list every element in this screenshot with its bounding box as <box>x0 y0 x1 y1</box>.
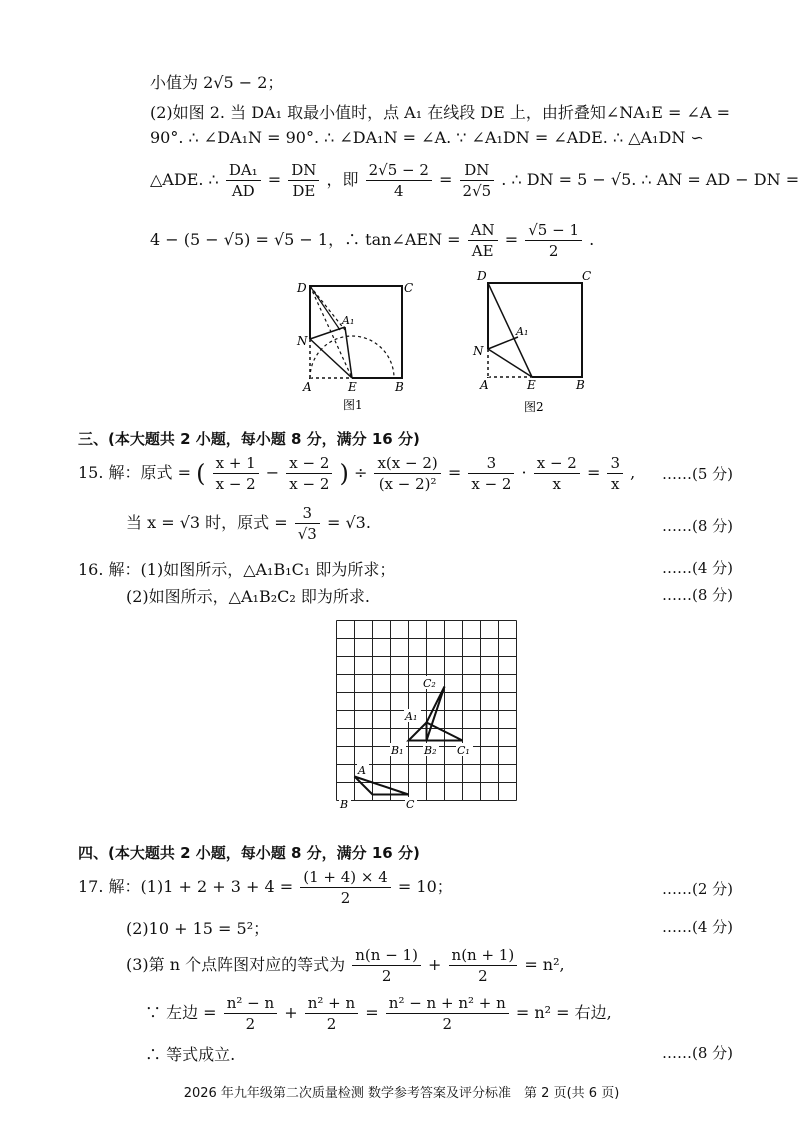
label-b: B <box>576 378 585 392</box>
fraction <box>300 867 391 908</box>
denominator: 2 <box>340 889 351 907</box>
paren-open: ( <box>196 459 206 488</box>
triangle-a1b2c2 <box>427 687 445 741</box>
denominator: √3 <box>297 525 317 543</box>
denominator: x − 2 <box>215 475 256 493</box>
numerator: √5 − 1 <box>525 220 582 241</box>
p14-line-b: (2)如图 2. 当 DA₁ 取最小值时，点 A₁ 在线段 DE 上，由折叠知∠NA₁E = ∠A = <box>150 103 730 122</box>
text: = n² = 右边, <box>515 1003 612 1022</box>
p14-line-d <box>150 160 799 201</box>
denominator: AE <box>471 242 494 260</box>
fraction <box>468 220 498 261</box>
numerator: x + 1 <box>213 453 259 474</box>
fraction <box>224 993 277 1034</box>
p17-line-4 <box>145 993 612 1034</box>
fraction <box>305 993 358 1034</box>
denominator: AD <box>231 182 255 200</box>
text: △ADE. ∴ <box>150 170 219 189</box>
p17-line-3 <box>126 945 565 986</box>
text: 17. 解：(1)1 + 2 + 3 + 4 = <box>78 877 294 896</box>
plus: + <box>428 955 442 974</box>
denominator: 2 <box>442 1015 453 1033</box>
numerator: AN <box>468 220 498 241</box>
page-footer: 2026 年九年级第二次质量检测 数学参考答案及评分标准 第 2 页(共 6 页) <box>183 1086 620 1101</box>
text: ，即 <box>326 170 359 189</box>
denominator: 2√5 <box>462 182 492 200</box>
fraction <box>288 160 319 201</box>
numerator: x − 2 <box>286 453 332 474</box>
square <box>310 286 402 378</box>
fraction <box>286 453 332 494</box>
score-15-2: ……(8 分) <box>661 517 733 535</box>
equals: = <box>447 463 462 482</box>
fraction <box>460 160 495 201</box>
caption: 图2 <box>524 400 544 414</box>
label-a1: A₁ <box>342 314 355 327</box>
label-a1: A₁ <box>516 325 529 338</box>
figure-1 <box>285 272 425 412</box>
label-c1: C₁ <box>457 744 470 757</box>
fraction <box>386 993 509 1034</box>
numerator: 3 <box>295 503 320 524</box>
p17-line-2: (2)10 + 15 = 5²； <box>126 919 270 938</box>
fraction <box>468 453 514 494</box>
triangle-abc <box>355 777 409 795</box>
score-17-1: ……(2 分) <box>661 880 733 898</box>
minus: − <box>265 463 280 482</box>
score-17-3: ……(8 分) <box>661 1044 733 1062</box>
fraction <box>525 220 582 261</box>
denominator: (x − 2)² <box>378 475 437 493</box>
numerator: 2√5 − 2 <box>366 160 432 181</box>
divide: ÷ <box>353 463 368 482</box>
equals: = <box>439 170 453 189</box>
text: 4 − (5 − √5) = √5 − 1，∴ tan∠AEN = <box>150 230 461 249</box>
numerator: n² + n <box>305 993 358 1014</box>
paren-close: ) <box>339 459 349 488</box>
fraction <box>352 945 421 986</box>
score-16-2: ……(8 分) <box>661 586 733 604</box>
score-17-2: ……(4 分) <box>661 918 733 936</box>
text: ∵ 左边 = <box>145 1003 217 1022</box>
label-c: C <box>406 798 415 811</box>
segment-na1 <box>310 327 345 339</box>
p14-line-e <box>150 220 594 261</box>
denominator: x − 2 <box>289 475 330 493</box>
text: 当 x = √3 时，原式 = <box>126 513 288 532</box>
label-e: E <box>348 380 357 394</box>
text: . ∴ DN = 5 − √5. ∴ AN = AD − DN = <box>501 170 800 189</box>
text: = 10； <box>397 877 453 896</box>
numerator: DA₁ <box>226 160 261 181</box>
segment-dx <box>310 286 340 330</box>
denominator: 2 <box>381 967 392 985</box>
numerator: DN <box>288 160 319 181</box>
dot: · <box>521 463 527 482</box>
label-a: A <box>480 378 489 392</box>
p15-line-1 <box>78 453 635 494</box>
numerator: n² − n + n² + n <box>386 993 509 1014</box>
text: . <box>589 230 595 249</box>
denominator: x <box>610 475 620 493</box>
segment-da1 <box>310 286 345 330</box>
label-n: N <box>473 344 484 358</box>
label-a: A <box>303 380 312 394</box>
p17-line-5: ∴ 等式成立. <box>145 1045 236 1064</box>
text: = √3. <box>326 513 371 532</box>
numerator: x − 2 <box>534 453 580 474</box>
fraction <box>226 160 261 201</box>
label-b: B <box>340 798 349 811</box>
equals: = <box>586 463 601 482</box>
p15-line-2 <box>126 503 371 544</box>
denominator: 4 <box>394 182 404 200</box>
numerator: x(x − 2) <box>374 453 440 474</box>
label-c2: C₂ <box>423 677 436 690</box>
arc <box>310 336 394 378</box>
label-c: C <box>404 281 414 295</box>
square <box>488 283 582 377</box>
section-4-heading: 四、(本大题共 2 小题，每小题 8 分，满分 16 分) <box>78 844 420 862</box>
text: , <box>630 463 636 482</box>
denominator: x − 2 <box>471 475 512 493</box>
numerator: (1 + 4) × 4 <box>300 867 391 888</box>
numerator: 3 <box>607 453 623 474</box>
equals: = <box>365 1003 379 1022</box>
fraction <box>374 453 440 494</box>
numerator: n(n − 1) <box>352 945 421 966</box>
plus: + <box>284 1003 298 1022</box>
caption: 图1 <box>343 398 363 412</box>
label-e: E <box>527 378 536 392</box>
denominator: 2 <box>478 967 488 985</box>
text: = n², <box>524 955 565 974</box>
fold-line-ne <box>310 339 352 378</box>
grid-figure <box>336 620 526 815</box>
label-b1: B₁ <box>391 744 404 757</box>
score-15-1: ……(5 分) <box>661 465 733 483</box>
triangle-a1b1c1 <box>409 723 463 741</box>
numerator: 3 <box>468 453 514 474</box>
label-b2: B₂ <box>424 744 437 757</box>
denominator: 2 <box>245 1015 256 1033</box>
p17-line-1 <box>78 867 453 908</box>
label-n: N <box>297 334 308 348</box>
denominator: DE <box>292 182 316 200</box>
denominator: 2 <box>326 1015 337 1033</box>
section-3-heading: 三、(本大题共 2 小题，每小题 8 分，满分 16 分) <box>78 430 420 448</box>
p16-line-2: (2)如图所示，△A₁B₂C₂ 即为所求. <box>126 587 370 606</box>
label-a: A <box>358 764 366 777</box>
score-16-1: ……(4 分) <box>661 559 733 577</box>
fraction <box>449 945 518 986</box>
denominator: 2 <box>548 242 559 260</box>
fraction <box>607 453 623 494</box>
fraction <box>213 453 259 494</box>
p14-line-a: 小值为 2√5 − 2； <box>150 73 284 92</box>
label-a1: A₁ <box>405 710 418 723</box>
equals: = <box>267 170 282 189</box>
p16-line-1: 16. 解：(1)如图所示，△A₁B₁C₁ 即为所求； <box>78 560 396 579</box>
numerator: DN <box>460 160 495 181</box>
label-c: C <box>582 269 592 283</box>
denominator: x <box>552 475 562 493</box>
text: (3)第 n 个点阵图对应的等式为 <box>126 955 346 974</box>
equals: = <box>504 230 519 249</box>
label-d: D <box>297 281 307 295</box>
text: 15. 解：原式 = <box>78 463 192 482</box>
label-b: B <box>395 380 404 394</box>
fraction <box>534 453 580 494</box>
segment-na1 <box>488 337 518 349</box>
fraction <box>366 160 432 201</box>
fraction <box>295 503 320 544</box>
label-d: D <box>477 269 487 283</box>
numerator: n(n + 1) <box>449 945 518 966</box>
figure-2 <box>470 265 600 415</box>
p14-line-c: 90°. ∴ ∠DA₁N = 90°. ∴ ∠DA₁N = ∠A. ∵ ∠A₁DN = ∠ADE. ∴ △A₁DN ∽ <box>150 128 704 147</box>
numerator: n² − n <box>224 993 277 1014</box>
